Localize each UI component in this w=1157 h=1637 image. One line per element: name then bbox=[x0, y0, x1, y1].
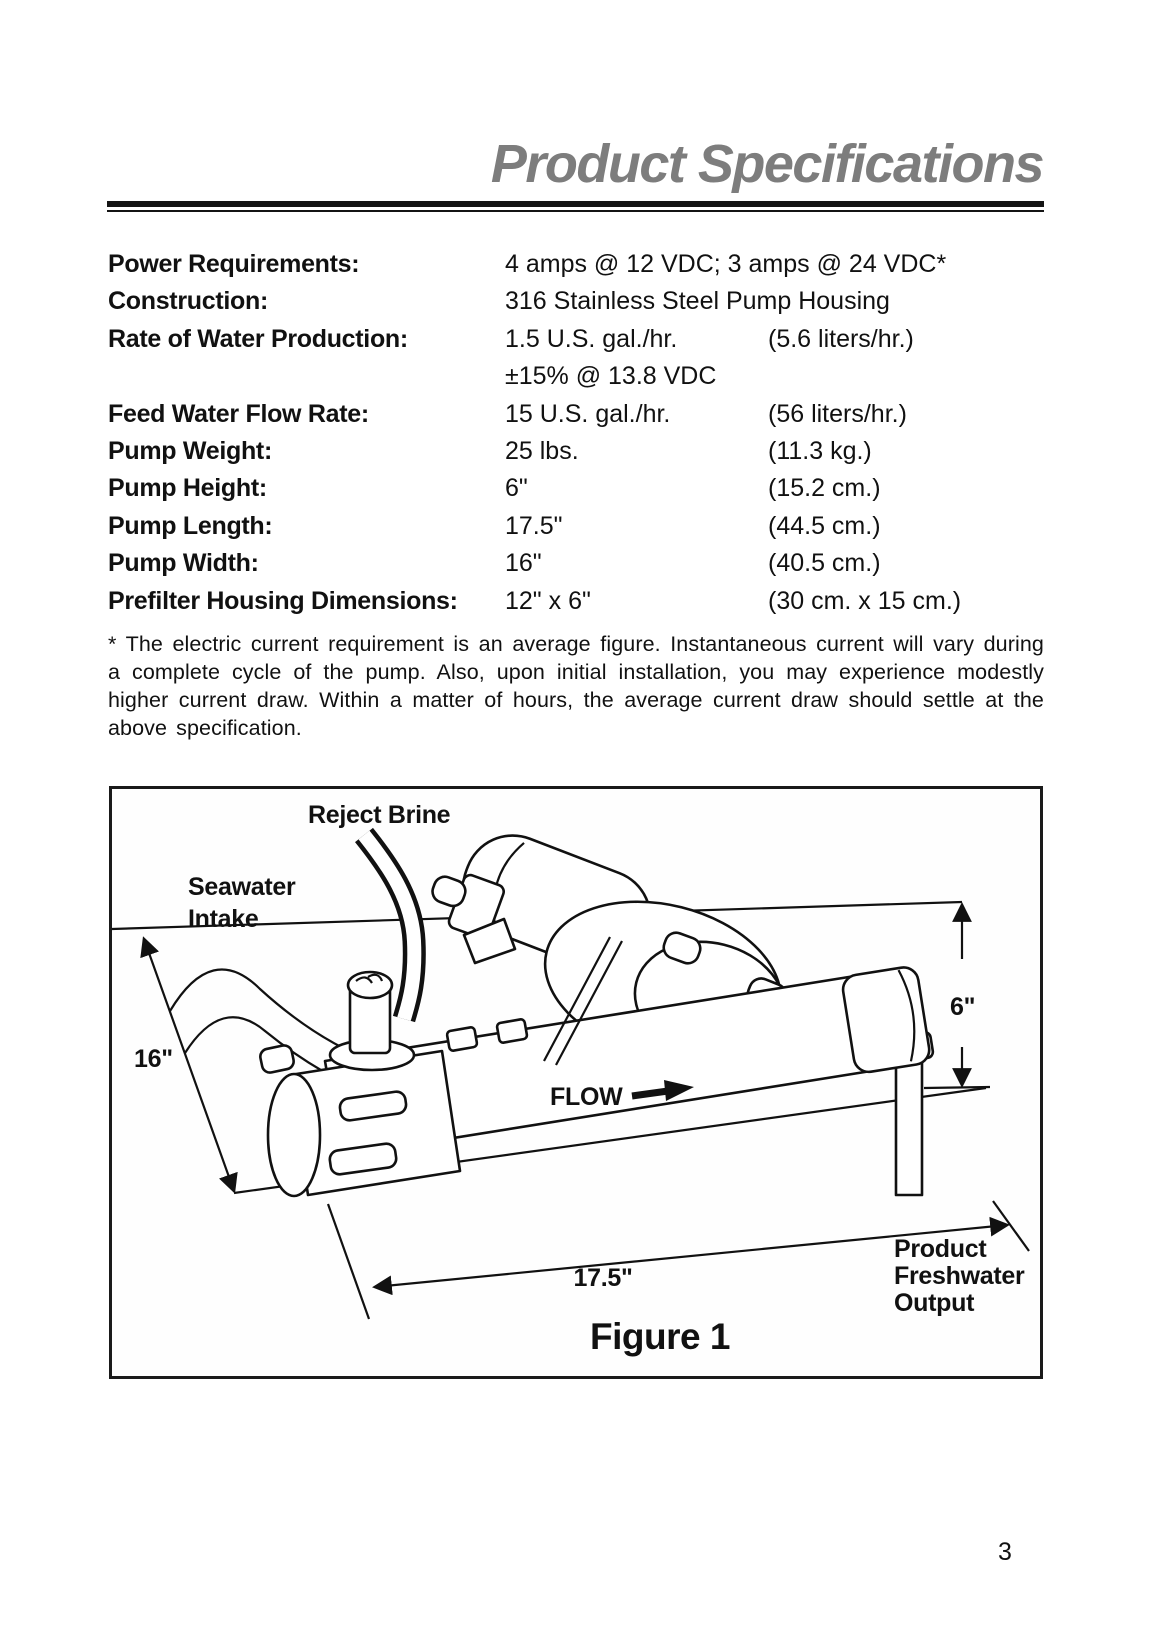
spec-label: Construction: bbox=[108, 287, 268, 316]
title-rule-thick bbox=[107, 201, 1044, 207]
spec-value: 1.5 U.S. gal./hr. bbox=[505, 324, 678, 353]
prefilter-face bbox=[268, 1074, 320, 1196]
spec-label: Pump Height: bbox=[108, 474, 267, 503]
spec-row bbox=[108, 287, 1044, 324]
seawater-label-line1: Seawater bbox=[188, 873, 296, 901]
spec-metric: (30 cm. x 15 cm.) bbox=[768, 586, 962, 615]
flow-arrow-shaft bbox=[632, 1091, 668, 1096]
spec-metric: (5.6 liters/hr.) bbox=[768, 324, 914, 353]
spec-label: Pump Length: bbox=[108, 511, 273, 540]
spec-row bbox=[108, 250, 1044, 287]
spec-label: Feed Water Flow Rate: bbox=[108, 399, 369, 428]
spec-value: 4 amps @ 12 VDC; 3 amps @ 24 VDC* bbox=[505, 250, 947, 278]
spec-table bbox=[108, 250, 1044, 624]
spec-metric: (40.5 cm.) bbox=[768, 549, 881, 578]
seawater-label-line2: Intake bbox=[188, 905, 259, 933]
reject-brine-label: Reject Brine bbox=[308, 801, 451, 829]
dim-16-label: 16" bbox=[134, 1045, 173, 1073]
figure-1-box bbox=[109, 786, 1043, 1379]
pump-assembly bbox=[259, 822, 934, 1196]
dim-17-label: 17.5" bbox=[573, 1264, 633, 1292]
spec-row bbox=[108, 400, 1044, 437]
spec-label: Pump Weight: bbox=[108, 436, 272, 465]
vessel-end-cap bbox=[841, 965, 931, 1074]
spec-label: Power Requirements: bbox=[108, 250, 360, 278]
spec-value: 17.5" bbox=[505, 511, 563, 540]
spec-value: 15 U.S. gal./hr. bbox=[505, 399, 671, 428]
output-label-line3: Output bbox=[894, 1289, 975, 1317]
spec-value: 12" x 6" bbox=[505, 586, 591, 615]
clamp-bolt-1 bbox=[446, 1027, 477, 1052]
figure-caption: Figure 1 bbox=[590, 1316, 730, 1357]
prefilter-bolt-top bbox=[259, 1044, 295, 1074]
pump-diagram bbox=[112, 789, 1040, 1376]
clamp-bolt-2 bbox=[496, 1019, 527, 1044]
dim-17-witness-left bbox=[328, 1204, 369, 1319]
output-label-line2: Freshwater bbox=[894, 1262, 1025, 1290]
product-tube bbox=[896, 1047, 922, 1195]
spec-row bbox=[108, 437, 1044, 474]
dim-6-tick bbox=[924, 1087, 990, 1088]
title-rule-thin bbox=[107, 210, 1044, 212]
page-title: Product Specifications bbox=[490, 134, 1043, 194]
spec-value: ±15% @ 13.8 VDC bbox=[505, 362, 717, 391]
spec-row bbox=[108, 587, 1044, 624]
spec-metric: (11.3 kg.) bbox=[768, 436, 872, 465]
spec-value: 6" bbox=[505, 474, 528, 503]
output-label-line1: Product bbox=[894, 1235, 987, 1263]
spec-row bbox=[108, 512, 1044, 549]
spec-row bbox=[108, 325, 1044, 362]
spec-label: Rate of Water Production: bbox=[108, 324, 408, 353]
spec-row bbox=[108, 474, 1044, 511]
spec-label: Prefilter Housing Dimensions: bbox=[108, 586, 458, 615]
page-number: 3 bbox=[998, 1538, 1012, 1566]
spec-metric: (44.5 cm.) bbox=[768, 511, 881, 540]
spec-value: 316 Stainless Steel Pump Housing bbox=[505, 287, 890, 316]
flow-label: FLOW bbox=[550, 1083, 623, 1111]
spec-value: 16" bbox=[505, 549, 542, 578]
spec-row bbox=[108, 549, 1044, 586]
dim-6-label: 6" bbox=[950, 993, 976, 1021]
spec-row bbox=[108, 362, 1044, 399]
spec-label: Pump Width: bbox=[108, 549, 259, 578]
footnote: * The electric current requirement is an average figure. Instantaneous current will vary during a complete cycle of the pump. Also, upon initial installation, you may experience modestly higher current draw. Within a matter of hours, the average current draw should settle at the above specification. bbox=[108, 632, 1044, 740]
spec-value: 25 lbs. bbox=[505, 436, 579, 465]
spec-metric: (15.2 cm.) bbox=[768, 474, 881, 503]
spec-metric: (56 liters/hr.) bbox=[768, 399, 907, 428]
